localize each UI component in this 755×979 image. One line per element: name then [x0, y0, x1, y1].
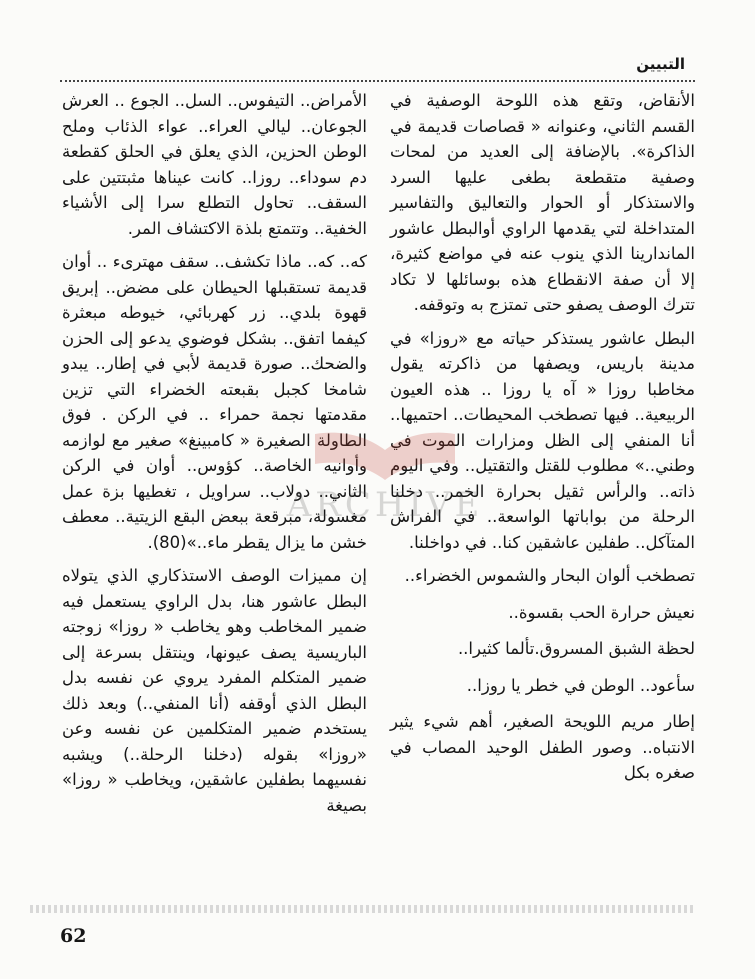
text-column-right — [390, 88, 695, 794]
quote-line: سأعود.. الوطن في خطر يا روزا.. — [466, 675, 695, 695]
quote-line: نعيش حرارة الحب بقسوة.. — [508, 602, 695, 622]
quote-line: لحظة الشبق المسروق.تألما كثيرا.. — [457, 639, 695, 658]
paragraph: البطل عاشور يستذكر حياته مع «روزا» في مدينة باريس، ويصفها من ذاكرته يقول مخاطبا روزا « آه يا روزا .. هذه العيون الربيعية.. فيها تصطخب المحيطات.. احتميها.. أنا المنفي إلى الظل ومزارات الموت في وطني..» مطلوب للقتل والتقتيل.. وفي اليوم ذاته.. والرأس ثقيل بحرارة الخمر.. دخلنا الرحلة من بواباتها الواسعة.. في الفراش المتآكل.. طفلين عاشقين كنا.. في دواخلنا. — [390, 328, 695, 552]
paragraph: إن مميزات الوصف الاستذكاري الذي يتولاه البطل عاشور هنا، بدل الراوي يستعمل فيه ضمير المخاطب وهو يخاطب « روزا» زوجته الباريسية يصف عيونها، وينتقل بسرعة إلى ضمير المتكلم المفرد يروي عن نفسه بدل البطل الذي أوقفه (أنا المنفي..) وبعد ذلك يستخدم ضمير المتكلمين عن نفسه وعن «روزا» بقوله (دخلنا الرحلة..) ويشبه نفسيهما بطفلين عاشقين، ويخاطب « روزا» بصيغة — [62, 566, 367, 815]
paragraph: الأمراض.. التيفوس.. السل.. الجوع .. العرش الجوعان.. ليالي العراء.. عواء الذئاب وملح الوطن الحزين، الذي يعلق في الحلق كقطعة دم سوداء.. روزا.. كانت عيناها مثبتتين على السقف.. تحاول التطلع سرا إلى الأشياء الخفية.. وتتمتع بلذة الاكتشاف المر. — [62, 91, 367, 238]
paragraph: إطار مريم اللويحة الصغير، أهم شيء يثير الانتباه.. وصور الطفل الوحيد المصاب في صغره بكل — [390, 712, 695, 782]
watermark-text: ARCHIVE — [286, 485, 484, 525]
scan-artifact-line — [30, 905, 695, 913]
paragraph: الأنقاض، وتقع هذه اللوحة الوصفية في القسم الثاني، وعنوانه « قصاصات قديمة في الذاكرة». بالإضافة إلى العديد من لمحات وصفية متقطعة بطغى عليها السرد والاستذكار أو الحوار والتعاليق والتفاسير المتداخلة لتي يقدمها الراوي أوالبطل عاشور الماندارينا الذي ينوب عنه في مواضع كثيرة، إلا أن صفة الانقطاع هذه بوسائلها لا تكاد تترك الوصف يصفو حتى تمتزج به وتوقفه. — [390, 91, 695, 314]
quote-line: تصطخب ألوان البحار والشموس الخضراء.. — [404, 566, 695, 585]
paragraph: كه.. كه.. ماذا تكشف.. سقف مهترىء .. أوان قديمة تستقبلها الحيطان على مضض.. إبريق قهوة بلدي.. زر كهربائي، خيوطه مبعثرة كيفما اتفق.. بشكل فوضوي يدعو إلى الحزن والضحك.. صورة قديمة لأبي في إطار.. يبدو شامخا كجبل بقبعته الخضراء التي تزين مقدمتها نجمة حمراء .. في الركن . فوق الطاولة الصغيرة « كامبينغ» صغير مع لوازمه وأوانيه الخاصة.. كؤوس.. أوان في الركن الثاني.. دولاب.. سراويل ، تغطيها بزة عمل مغسولة، مبرقعة ببعض البقع الزيتية.. معطف خشن ما يزال يقطر ماء..»(80). — [62, 252, 367, 552]
running-header-title: التبيين — [636, 55, 685, 73]
page-number: 62 — [60, 925, 87, 947]
header-divider — [60, 80, 695, 82]
text-column-left — [62, 88, 367, 826]
